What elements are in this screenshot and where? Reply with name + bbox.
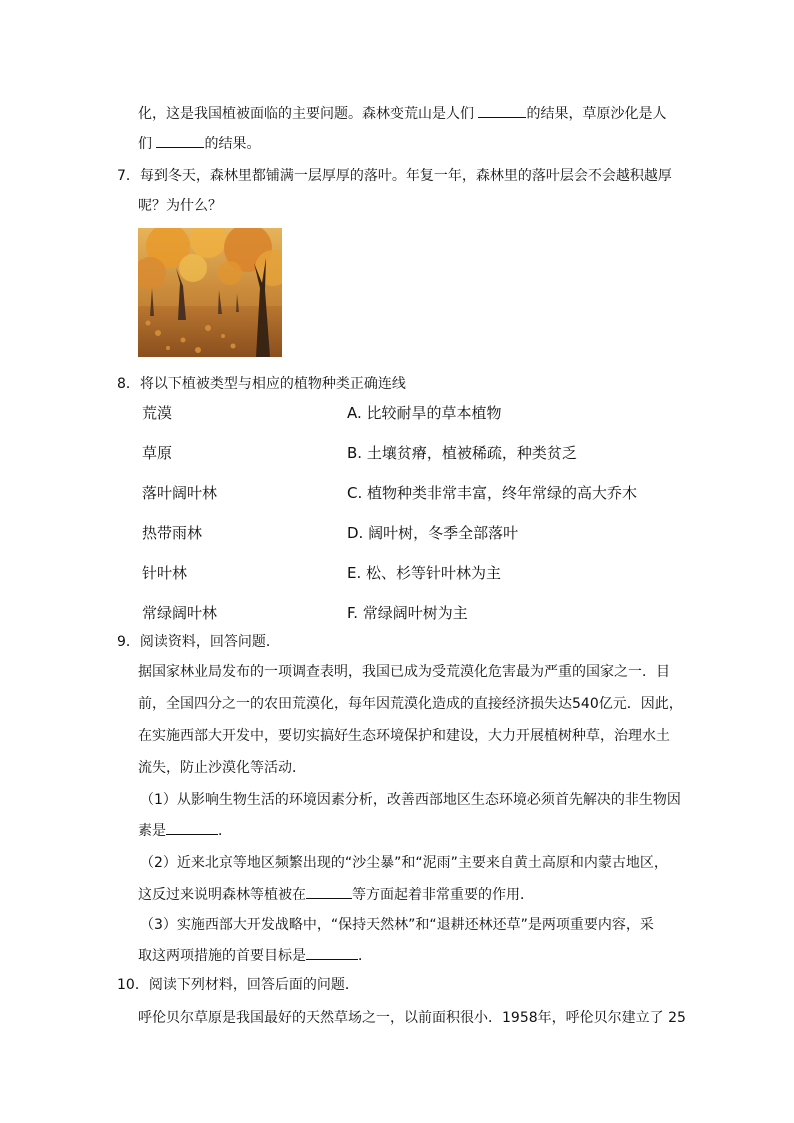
q9-subquestion-3-answer-line: 取这两项措施的首要目标是 ． [138,945,372,966]
q9-subquestion-1: （1）从影响生物生活的环境因素分析，改善西部地区生态环境必须首先解决的非生物因 [140,792,681,808]
q7-text-line-1: 7．每到冬天，森林里都铺满一层厚厚的落叶。年复一年，森林里的落叶层会不会越积越厚 [117,168,672,184]
vegetation-type-item[interactable]: 针叶林 [142,564,188,582]
q6-line-2: 们 的结果。 [138,133,260,154]
answer-blank[interactable] [478,103,526,118]
vegetation-type-item[interactable]: 草原 [142,444,173,462]
plant-type-option[interactable]: A. 比较耐旱的草本植物 [347,404,502,422]
q9-passage-line: 据国家林业局发布的一项调查表明，我国已成为受荒漠化危害最为严重的国家之一．目 [138,664,670,680]
vegetation-type-item[interactable]: 荒漠 [142,404,173,422]
q7-text-line-2: 呢？为什么？ [138,198,222,214]
q9-subquestion-3: （3）实施西部大开发战略中，“保持天然林”和“退耕还林还草”是两项重要内容，采 [140,917,654,933]
answer-blank[interactable] [306,945,358,960]
answer-blank[interactable] [156,133,204,148]
autumn-forest-photo [138,228,282,357]
q9-subquestion-1-answer-line: 素是 ． [138,820,232,841]
answer-blank[interactable] [166,820,218,835]
q10-title: 10．阅读下列材料，回答后面的问题． [117,977,359,993]
q10-passage-line: 呼伦贝尔草原是我国最好的天然草场之一，以前面积很小．1958年，呼伦贝尔建立了 25 [138,1010,686,1026]
q9-passage-line: 前，全国四分之一的农田荒漠化，每年因荒漠化造成的直接经济损失达540亿元．因此， [138,696,683,712]
plant-type-option[interactable]: D. 阔叶树，冬季全部落叶 [347,524,519,542]
vegetation-type-item[interactable]: 落叶阔叶林 [142,484,218,502]
q9-passage-line: 在实施西部大开发中，要切实搞好生态环境保护和建设，大力开展植树种草，治理水土 [138,728,670,744]
q9-subquestion-2-answer-line: 这反过来说明森林等植被在 等方面起着非常重要的作用． [138,884,534,905]
vegetation-type-item[interactable]: 常绿阔叶林 [142,604,218,622]
q9-title: 9．阅读资料，回答问题． [117,634,280,650]
answer-blank[interactable] [306,884,352,899]
plant-type-option[interactable]: C. 植物种类非常丰富，终年常绿的高大乔木 [347,484,638,502]
q6-line-1: 化，这是我国植被面临的主要问题。森林变荒山是人们 的结果，草原沙化是人 [138,103,666,124]
plant-type-option[interactable]: E. 松、杉等针叶林为主 [347,564,502,582]
plant-type-option[interactable]: F. 常绿阔叶树为主 [347,604,468,622]
q9-passage-line: 流失，防止沙漠化等活动． [138,760,306,776]
q8-title: 8．将以下植被类型与相应的植物种类正确连线 [117,376,406,392]
vegetation-type-item[interactable]: 热带雨林 [142,524,203,542]
plant-type-option[interactable]: B. 土壤贫瘠，植被稀疏，种类贫乏 [347,444,577,462]
q9-subquestion-2: （2）近来北京等地区频繁出现的“沙尘暴”和“泥雨”主要来自黄土高原和内蒙古地区， [140,855,668,871]
